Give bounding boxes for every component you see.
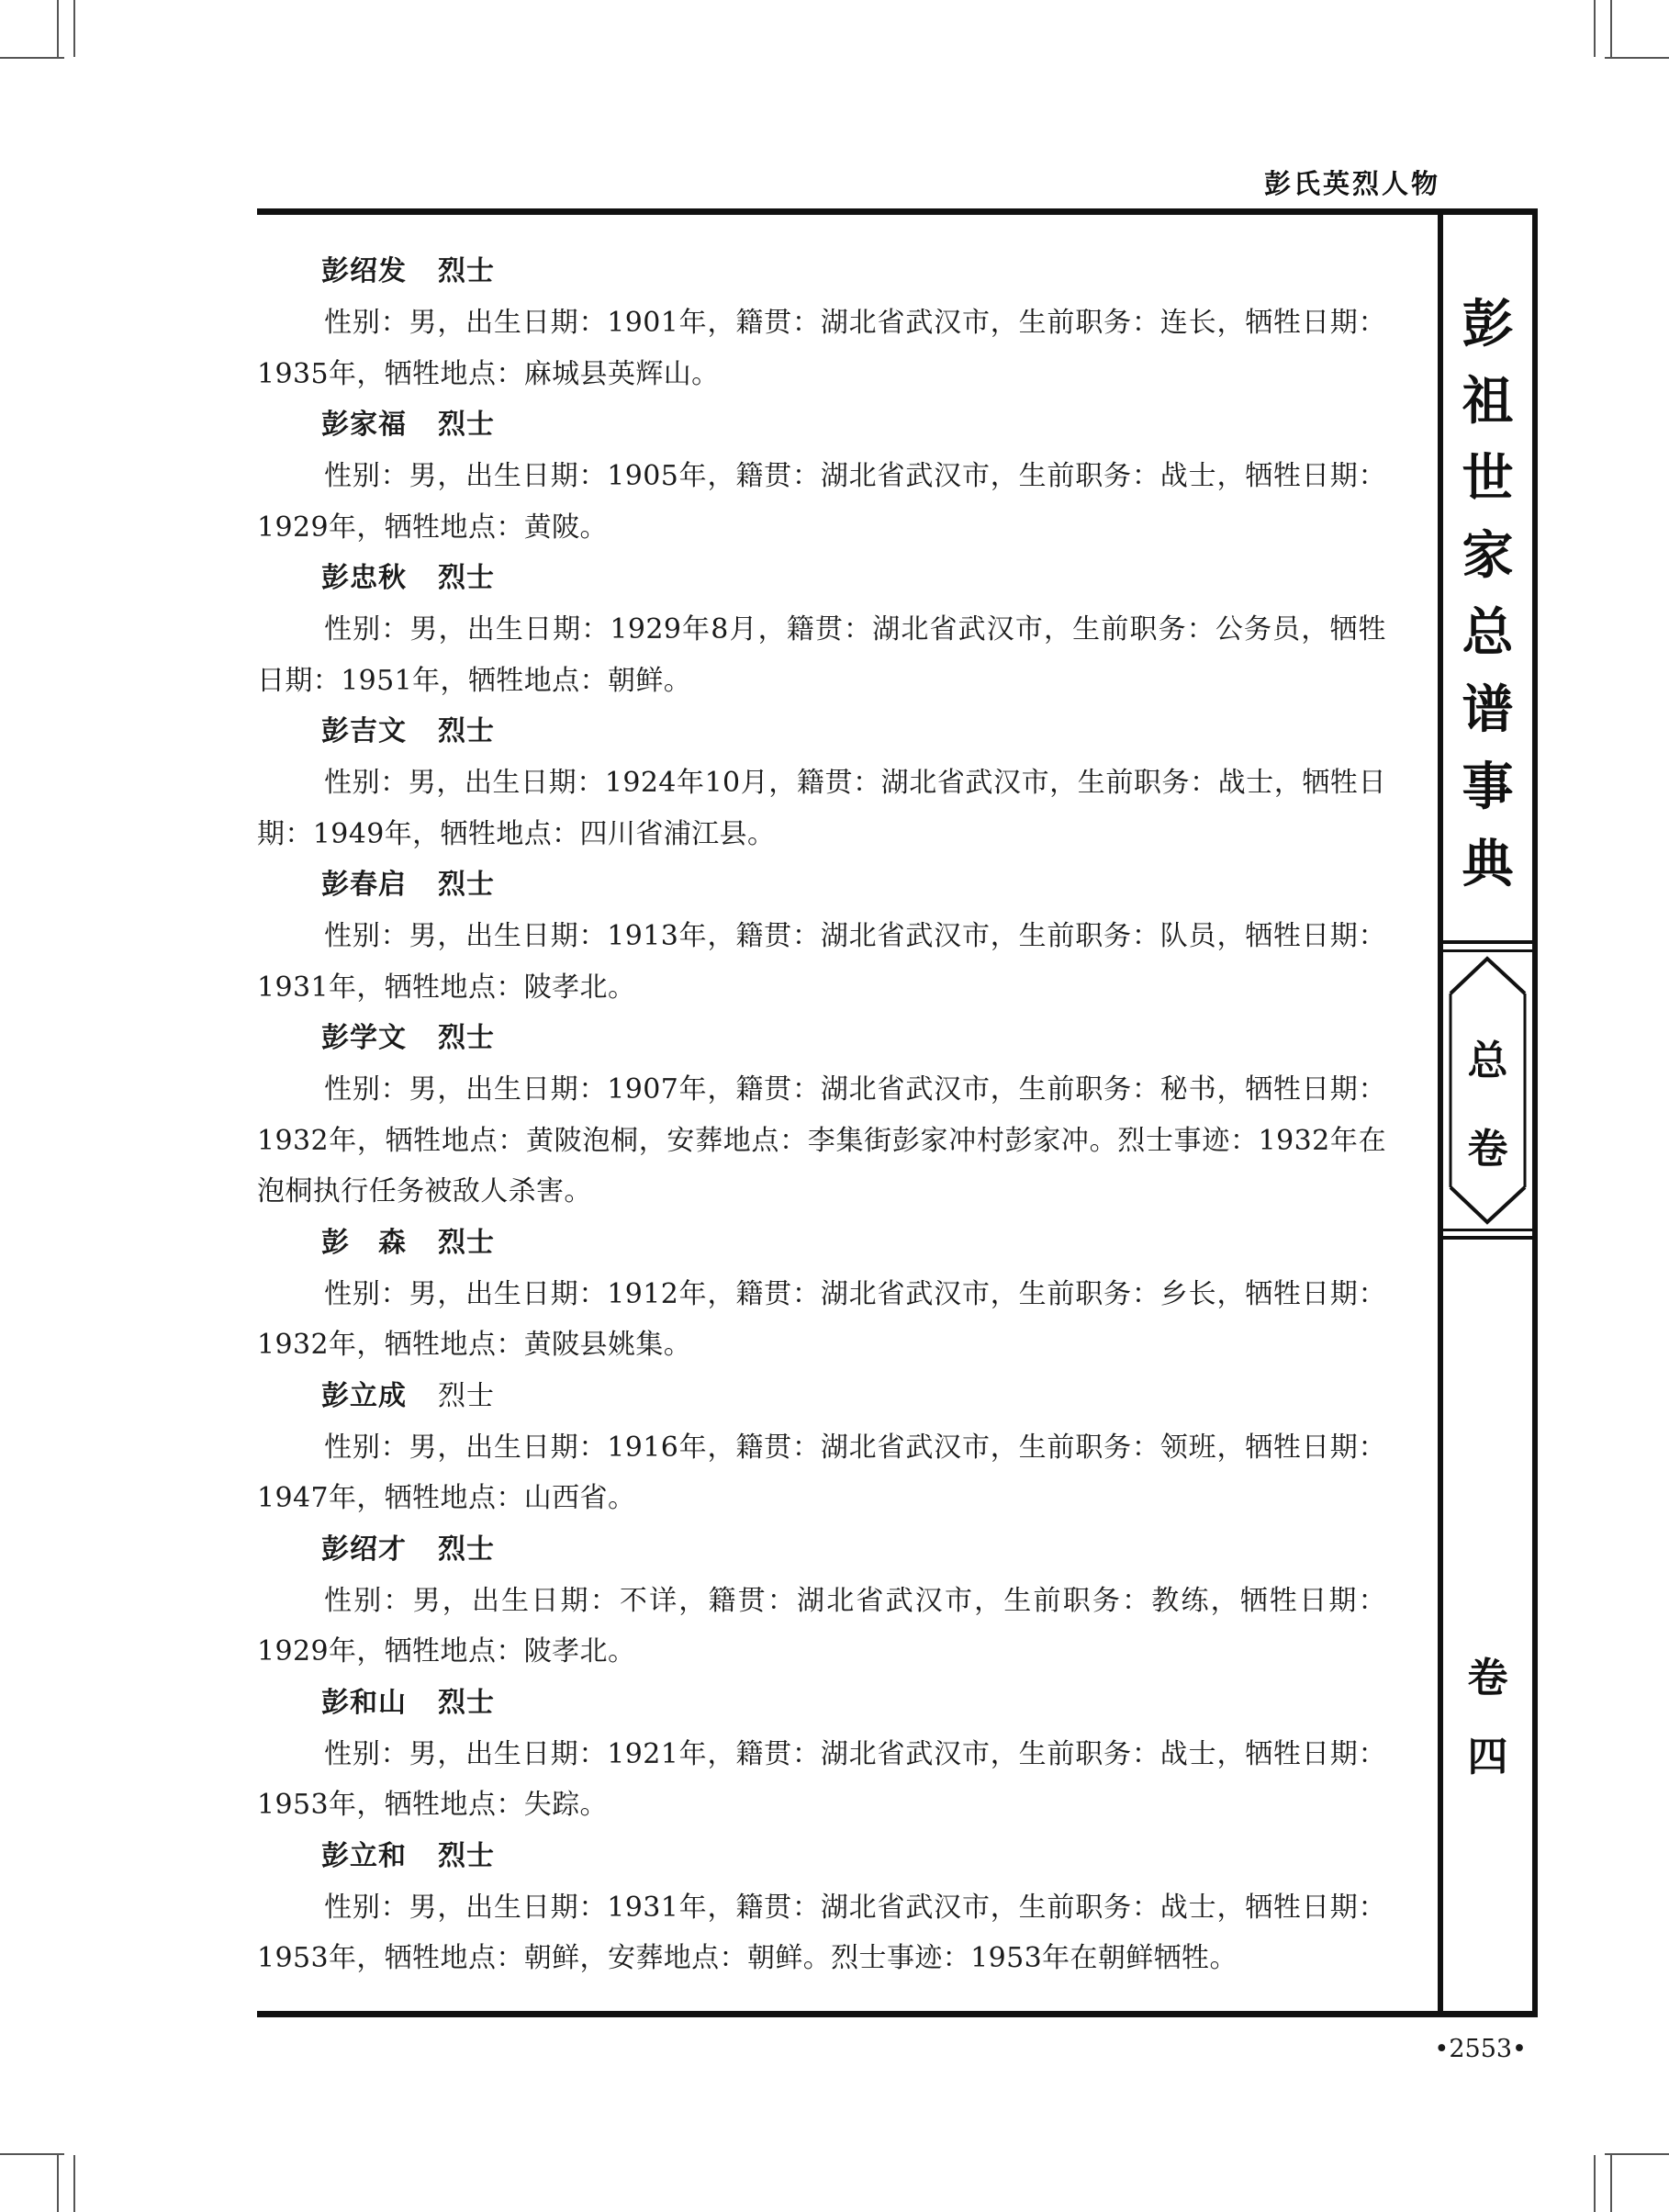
entry-list <box>257 246 1386 1984</box>
divider <box>1443 940 1532 944</box>
entry <box>257 1831 1386 1984</box>
entry-text: 性别：男，出生日期：1916年，籍贯：湖北省武汉市，生前职务：领班，牺牲日期：1947年，牺牲地点：山西省。 <box>257 1431 1386 1514</box>
crop-mark <box>1605 57 1669 59</box>
entry <box>257 1013 1386 1218</box>
entry-name: 彭吉文 <box>321 715 407 747</box>
entry <box>257 706 1386 859</box>
crop-mark <box>73 2155 75 2212</box>
entry <box>257 1678 1386 1831</box>
entry-tag: 烈士 <box>438 869 495 901</box>
crop-mark <box>1594 2155 1596 2212</box>
entry-text: 性别：男，出生日期：1921年，籍贯：湖北省武汉市，生前职务：战士，牺牲日期：1953年，牺牲地点：失踪。 <box>257 1737 1386 1821</box>
entry-text: 性别：男，出生日期：1912年，籍贯：湖北省武汉市，生前职务：乡长，牺牲日期：1932年，牺牲地点：黄陂县姚集。 <box>257 1277 1386 1361</box>
entry-tag: 烈士 <box>438 1379 495 1412</box>
volume-label: 总 卷 <box>1467 1038 1508 1173</box>
entry-name: 彭忠秋 <box>321 562 407 594</box>
crop-mark <box>73 0 75 57</box>
entry <box>257 1524 1386 1678</box>
crop-mark <box>57 2155 59 2212</box>
entry-name: 彭绍才 <box>321 1533 407 1566</box>
entry-text: 性别：男，出生日期：1901年，籍贯：湖北省武汉市，生前职务：连长，牺牲日期：1935年，牺牲地点：麻城县英辉山。 <box>257 307 1386 390</box>
entry-name: 彭和山 <box>321 1686 407 1719</box>
entry-tag: 烈士 <box>438 1533 495 1566</box>
entry-tag: 烈士 <box>438 1686 495 1719</box>
entry-text: 性别：男，出生日期：1924年10月，籍贯：湖北省武汉市，生前职务：战士，牺牲日期：1949年，牺牲地点：四川省浦江县。 <box>257 767 1386 850</box>
entry-text: 性别：男，出生日期：1913年，籍贯：湖北省武汉市，生前职务：队员，牺牲日期：1931年，牺牲地点：陂孝北。 <box>257 920 1386 1004</box>
top-rule <box>257 208 1538 215</box>
entry-name: 彭家福 <box>321 409 407 441</box>
crop-mark <box>1610 0 1612 57</box>
entry-name: 彭绍发 <box>321 255 407 287</box>
volume-number: 卷 四 <box>1467 1655 1508 1780</box>
entry <box>257 553 1386 706</box>
divider <box>1443 1229 1532 1231</box>
entry-tag: 烈士 <box>438 1022 495 1054</box>
entry-tag: 烈士 <box>438 1226 495 1259</box>
entry-text: 性别：男，出生日期：1907年，籍贯：湖北省武汉市，生前职务：秘书，牺牲日期：1932年，牺牲地点：黄陂泡桐，安葬地点：李集街彭家冲村彭家冲。烈士事迹：1932年在泡桐执行任务被敌人杀害。 <box>257 1073 1386 1207</box>
entry <box>257 1218 1386 1371</box>
crop-mark <box>1610 2155 1612 2212</box>
running-header: 彭氏英烈人物 <box>1263 168 1440 199</box>
entry-tag: 烈士 <box>438 715 495 747</box>
crop-mark <box>0 57 64 59</box>
divider <box>1443 949 1532 952</box>
crop-mark <box>0 2153 64 2155</box>
book-title: 彭 祖 世 家 总 谱 事 典 <box>1462 295 1514 894</box>
divider <box>1443 1236 1532 1240</box>
entry-tag: 烈士 <box>438 255 495 287</box>
page-number: •2553• <box>1434 2035 1527 2063</box>
entry-name: 彭 森 <box>321 1226 407 1259</box>
entry-name: 彭立和 <box>321 1839 407 1872</box>
entry-text: 性别：男，出生日期：1931年，籍贯：湖北省武汉市，生前职务：战士，牺牲日期：1953年，牺牲地点：朝鲜，安葬地点：朝鲜。烈士事迹：1953年在朝鲜牺牲。 <box>257 1891 1386 1974</box>
entry <box>257 859 1386 1013</box>
bottom-rule <box>257 2011 1538 2017</box>
entry <box>257 399 1386 553</box>
entry-text: 性别：男，出生日期：不详，籍贯：湖北省武汉市，生前职务：教练，牺牲日期：1929年，牺牲地点：陂孝北。 <box>257 1584 1386 1667</box>
entry <box>257 246 1386 399</box>
crop-mark <box>1594 0 1596 57</box>
entry-name: 彭春启 <box>321 869 407 901</box>
entry-tag: 烈士 <box>438 1839 495 1872</box>
entry-text: 性别：男，出生日期：1929年8月，籍贯：湖北省武汉市，生前职务：公务员，牺牲日期：1951年，牺牲地点：朝鲜。 <box>257 613 1386 697</box>
entry-name: 彭立成 <box>321 1379 407 1412</box>
entry-text: 性别：男，出生日期：1905年，籍贯：湖北省武汉市，生前职务：战士，牺牲日期：1929年，牺牲地点：黄陂。 <box>257 460 1386 544</box>
entry <box>257 1371 1386 1524</box>
crop-mark <box>57 0 59 57</box>
entry-tag: 烈士 <box>438 562 495 594</box>
entry-tag: 烈士 <box>438 409 495 441</box>
entry-name: 彭学文 <box>321 1022 407 1054</box>
crop-mark <box>1605 2153 1669 2155</box>
